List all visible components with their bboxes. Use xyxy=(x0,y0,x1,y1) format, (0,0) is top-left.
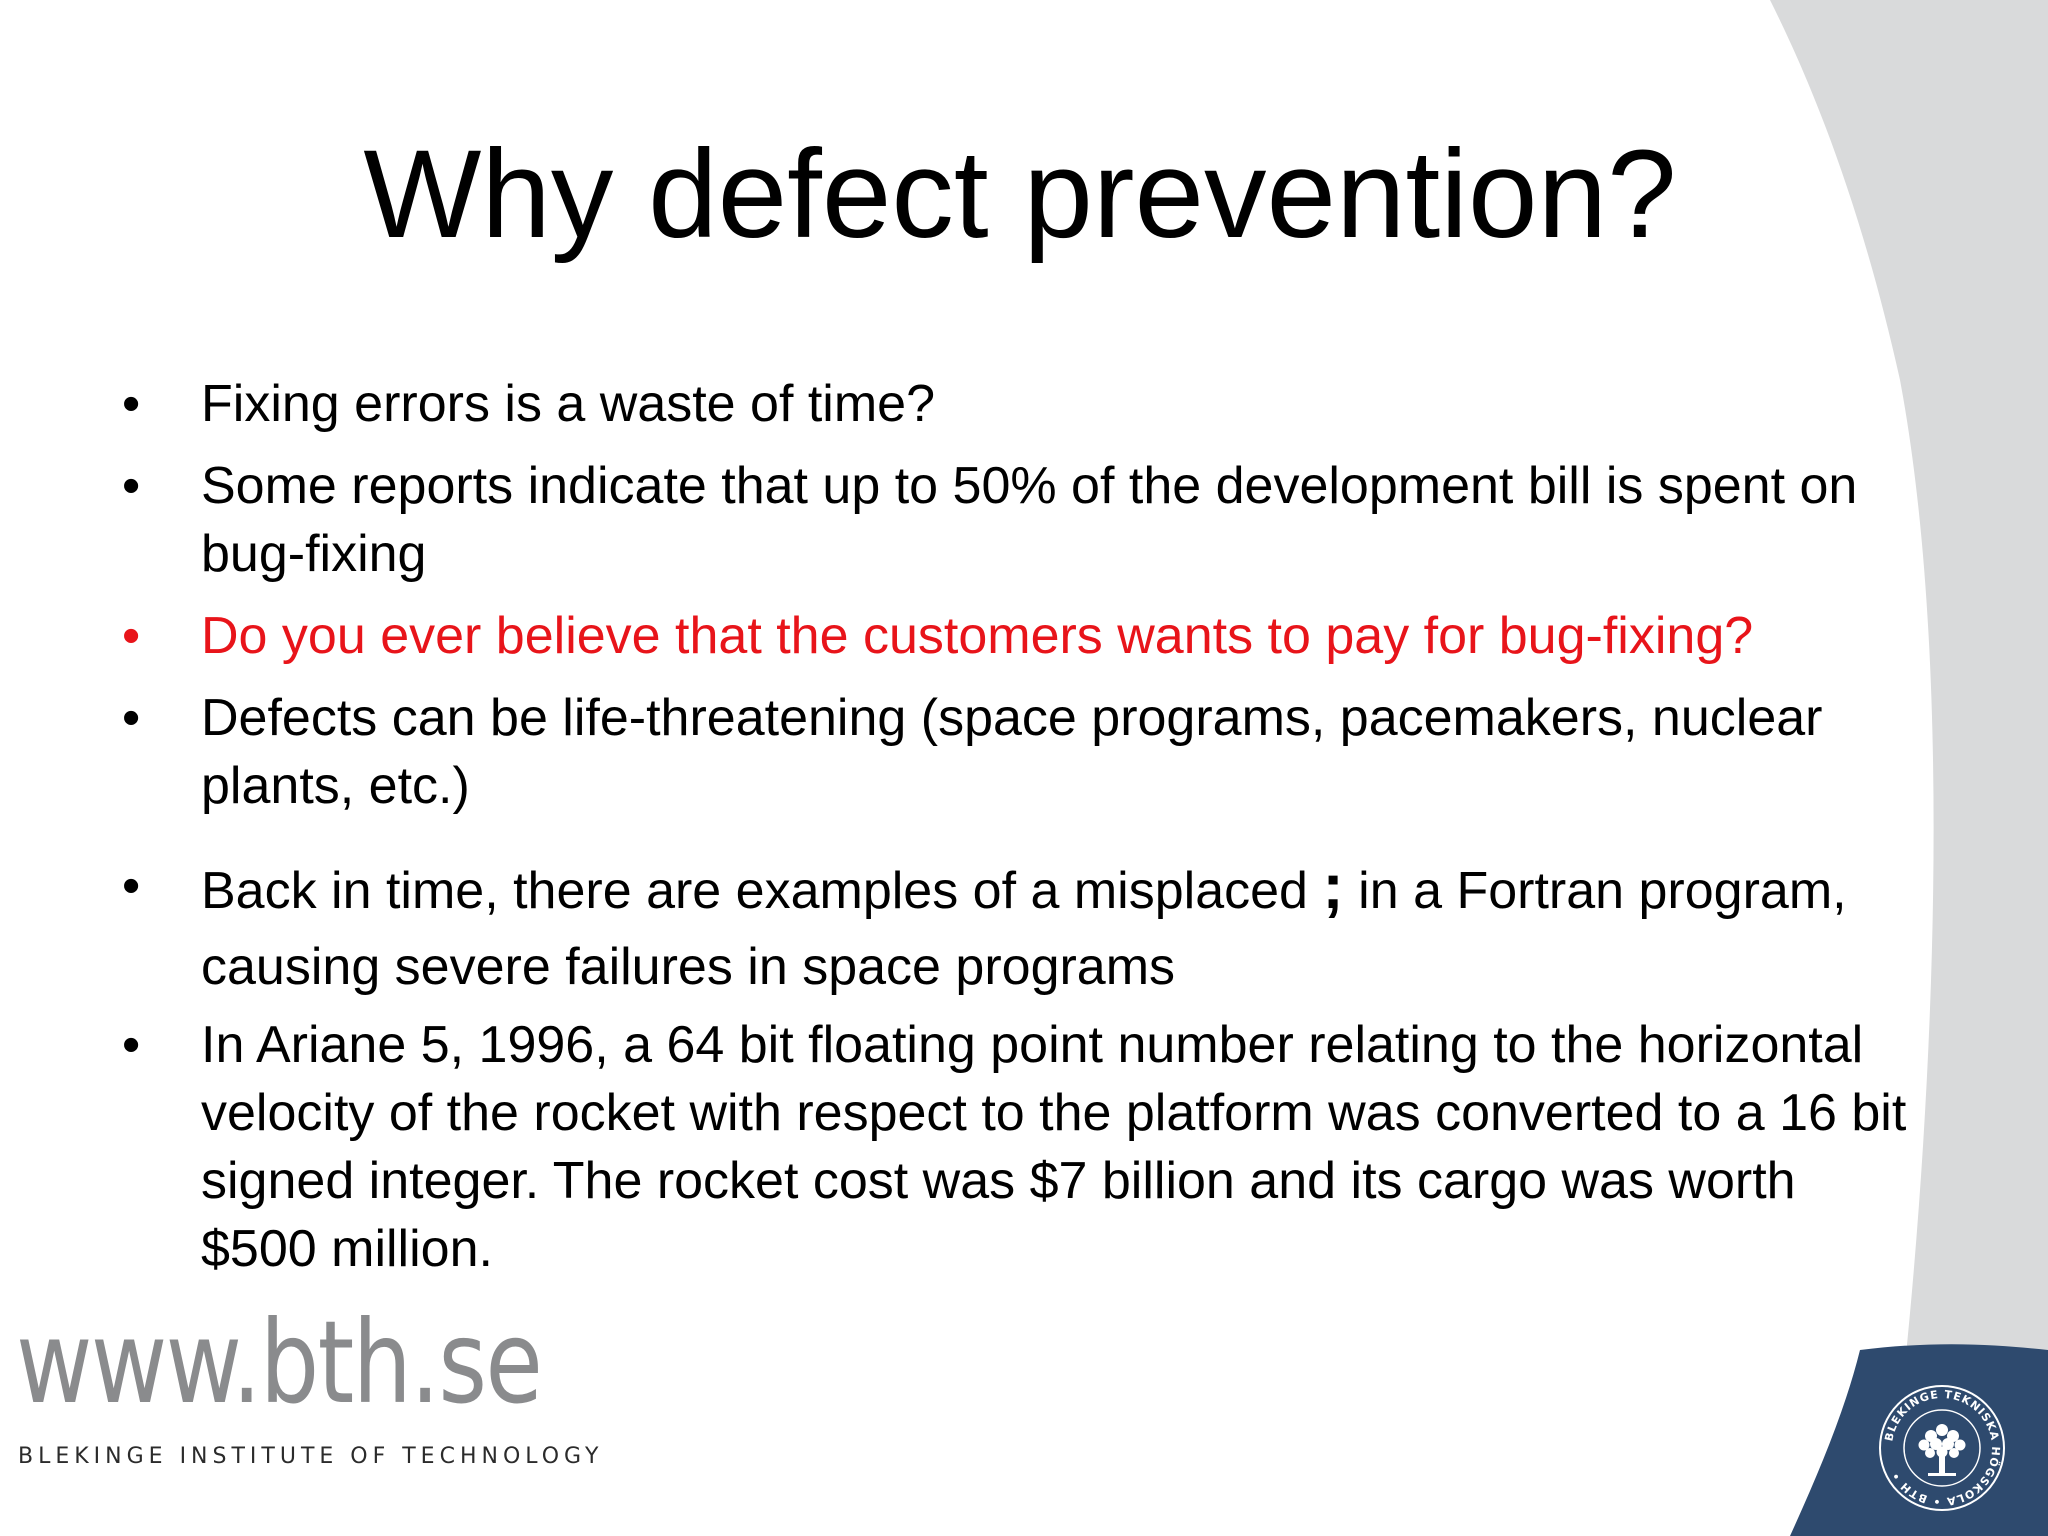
bullet-text: Defects can be life-threatening (space programs, pacemakers, nuclear plants, etc.) xyxy=(201,689,1823,815)
bullet-marker: • xyxy=(122,1016,141,1074)
bullet-item xyxy=(116,370,1916,438)
bullet-text-before: Back in time, there are examples of a misplaced xyxy=(201,862,1323,920)
bullet-item xyxy=(116,848,1916,1005)
bullet-list xyxy=(116,370,1916,1283)
bullet-marker: • xyxy=(122,607,141,665)
bullet-item-highlighted xyxy=(116,602,1916,670)
bullet-item xyxy=(116,684,1916,820)
bullet-marker: • xyxy=(122,375,141,433)
semicolon-symbol: ; xyxy=(1322,850,1344,922)
bullet-item xyxy=(116,452,1916,588)
tree-icon xyxy=(1919,1424,1966,1476)
seal-text: BLEKINGE TEKNISKA HÖGSKOLA • BTH • xyxy=(1882,1387,2003,1509)
bullet-marker: • xyxy=(122,857,141,915)
bullet-marker: • xyxy=(122,457,141,515)
bth-seal-logo xyxy=(1876,1382,2008,1514)
institute-name: BLEKINGE INSTITUTE OF TECHNOLOGY xyxy=(18,1444,604,1469)
bullet-text-after: in a Fortran program, causing severe failures in space programs xyxy=(201,862,1847,996)
bullet-text: Do you ever believe that the customers wants to pay for bug-fixing? xyxy=(201,607,1754,665)
bullet-text xyxy=(201,850,1847,996)
bullet-text: In Ariane 5, 1996, a 64 bit floating point number relating to the horizontal velocity of the rocket with respect to the platform was converted to a 16 bit signed integer. The rocket cost was $7 billion and its cargo was worth $500 million. xyxy=(201,1016,1907,1278)
slide-title: Why defect prevention? xyxy=(363,125,1677,264)
bullet-text: Fixing errors is a waste of time? xyxy=(201,375,936,433)
bullet-text: Some reports indicate that up to 50% of the development bill is spent on bug-fixing xyxy=(201,457,1858,583)
bullet-marker: • xyxy=(122,689,141,747)
bth-url-logo: www.bth.se xyxy=(16,1296,542,1429)
bullet-item xyxy=(116,1011,1916,1283)
